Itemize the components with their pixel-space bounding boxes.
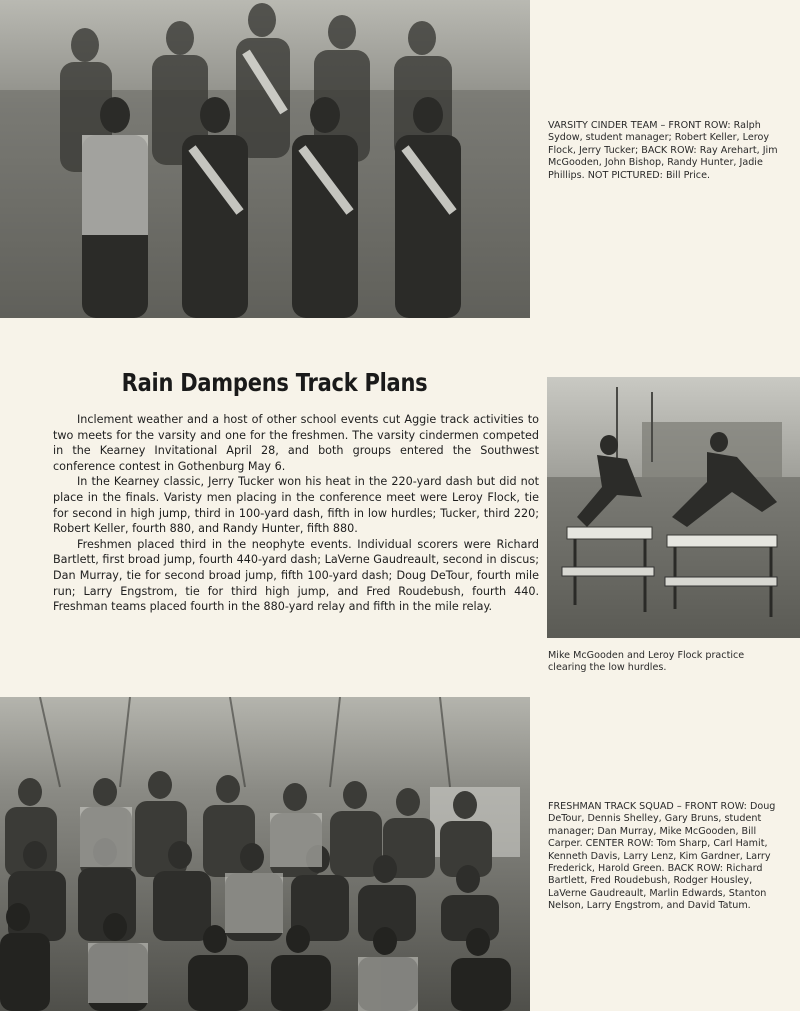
article-paragraph: In the Kearney classic, Jerry Tucker won his heat in the 220-yard dash but did not place in the finals. Varisty men placing in the conference meet were Leroy Flock, tie for second in high jump, third in 100-yard dash, fifth in low hurdles; Tucker, third 220; Robert Keller, fourth 880, and Randy Hunter, fifth 880. [53,475,539,536]
hurdles-practice-photo [547,377,800,638]
article-paragraph: Inclement weather and a host of other school events cut Aggie track activities to two meets for the varsity and one for the freshmen. The varsity cindermen competed in the Kearney Invitational April 28, and both groups entered the Southwest conference contest in Gothenburg May 6. [53,413,539,473]
hurdles-caption: Mike McGooden and Leroy Flock practice clearing the low hurdles. [548,650,745,674]
hurdle-photo-icon [547,377,800,638]
freshman-squad-photo [0,697,530,1011]
team-photo-icon [0,697,530,1011]
article-body [53,412,539,615]
article-paragraph: Freshmen placed third in the neophyte events. Individual scorers were Richard Bartlett, first broad jump, fourth 440-yard dash; LaVerne Gaudreault, second in discus; Dan Murray, tie for second broad jump, fifth 100-yard dash; Doug DeTour, fourth mile run; Larry Engstrom, tie for third high jump, and Fred Roudebush, fourth 440. Freshman teams placed fourth in the 880-yard relay and fifth in the mile relay. [53,537,539,614]
freshman-squad-caption: FRESHMAN TRACK SQUAD – FRONT ROW: Doug DeTour, Dennis Shelley, Gary Bruns, student manager; Dan Murray, Mike McGooden, Bill Carper. CENTER ROW: Tom Sharp, Carl Hamit, Kenneth Davis, Larry Lenz, Kim Gardner, Larry Frederick, Harold Green. BACK ROW: Richard Bartlett, Fred Roudebush, Rodger Housley, LaVerne Gaudreault, Marlin Edwards, Stanton Nelson, Larry Engstrom, and David Tatum. [548,801,776,912]
varsity-team-caption: VARSITY CINDER TEAM – FRONT ROW: Ralph Sydow, student manager; Robert Keller, Leroy Flock, Jerry Tucker; BACK ROW: Ray Arehart, Jim McGooden, John Bishop, Randy Hunter, Jadie Phillips. NOT PICTURED: Bill Price. [548,120,778,181]
article-title: Rain Dampens Track Plans [121,368,428,397]
varsity-team-photo [0,0,530,318]
team-photo-icon [0,0,530,318]
